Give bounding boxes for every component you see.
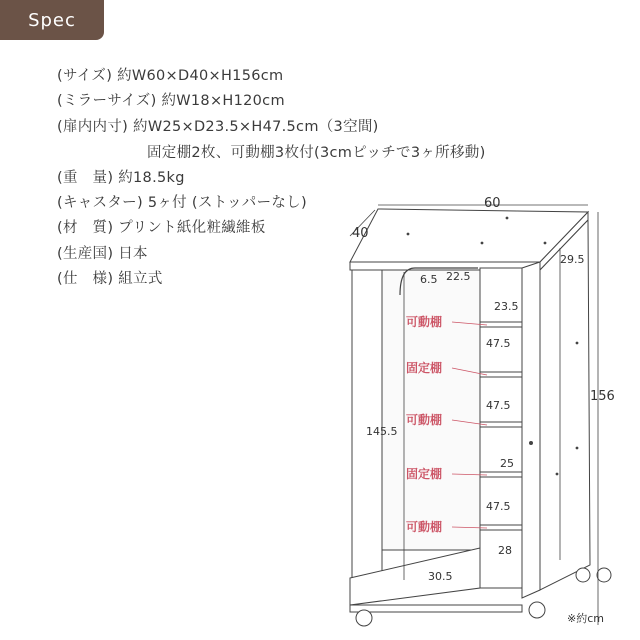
- spec-assembly: (仕 様) 組立式: [57, 271, 163, 287]
- label-movable-3: 可動棚: [406, 520, 443, 534]
- dim-28: 28: [498, 544, 512, 557]
- unit-note: ※約cm: [567, 612, 604, 625]
- dim-23-5: 23.5: [494, 300, 519, 313]
- dim-total-height: 156: [590, 389, 615, 404]
- spec-tab: Spec: [0, 0, 104, 40]
- shelf-movable-1: [480, 322, 522, 327]
- shelf-column: [480, 268, 522, 588]
- spec-door-inner: (扉内内寸) 約W25×D23.5×H47.5cm（3空間): [57, 119, 379, 135]
- dim-top-inner-a: 6.5: [420, 273, 438, 286]
- caster-back-right: [576, 568, 590, 582]
- dim-47-5-c: 47.5: [486, 500, 511, 513]
- cabinet-door: [522, 262, 540, 598]
- spec-caster: (キャスター) 5ヶ付 (ストッパーなし): [57, 195, 307, 211]
- dim-top-side: 29.5: [560, 253, 585, 266]
- cabinet-side-panel: [540, 220, 590, 590]
- cabinet-base-edge: [350, 605, 522, 612]
- spec-size: (サイズ) 約W60×D40×H156cm: [57, 68, 284, 84]
- caster-back-right-2: [597, 568, 611, 582]
- dim-bottom: 30.5: [428, 570, 453, 583]
- dim-depth: 40: [352, 226, 369, 241]
- spec-weight: (重 量) 約18.5kg: [57, 170, 185, 186]
- spec-origin: (生産国) 日本: [57, 246, 148, 262]
- shelf-fixed-2: [480, 472, 522, 477]
- dim-47-5-a: 47.5: [486, 337, 511, 350]
- dim-body-height: 145.5: [366, 425, 398, 438]
- shelf-movable-3: [480, 525, 522, 530]
- spec-shelves: 固定棚2枚、可動棚3枚付(3cmピッチで3ヶ所移動): [147, 145, 486, 161]
- dim-25: 25: [500, 457, 514, 470]
- label-movable-2: 可動棚: [406, 413, 443, 427]
- label-movable-1: 可動棚: [406, 315, 443, 329]
- label-fixed-2: 固定棚: [406, 467, 443, 481]
- caster-front-right: [529, 602, 545, 618]
- dim-width: 60: [484, 196, 501, 211]
- spec-material: (材 質) プリント紙化粧繊維板: [57, 220, 266, 236]
- caster-front-left: [356, 610, 372, 626]
- dim-47-5-b: 47.5: [486, 399, 511, 412]
- spec-mirror-size: (ミラーサイズ) 約W18×H120cm: [57, 93, 285, 109]
- dim-top-inner-b: 22.5: [446, 270, 471, 283]
- label-fixed-1: 固定棚: [406, 361, 443, 375]
